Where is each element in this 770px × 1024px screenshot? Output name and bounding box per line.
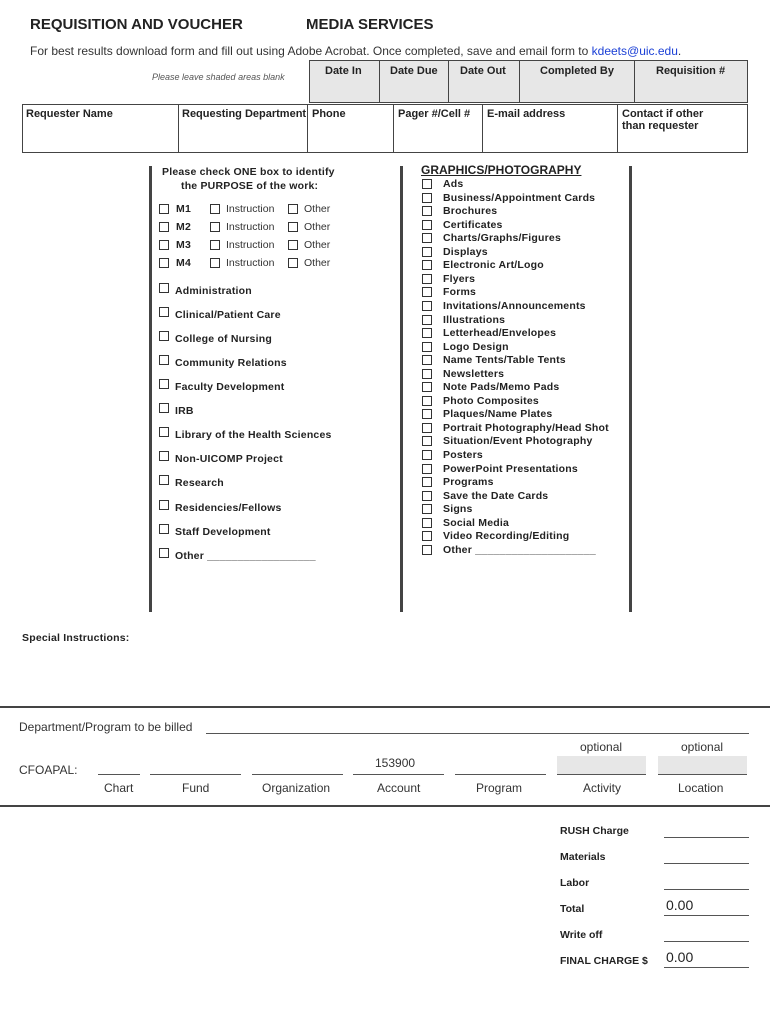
graphics-checkbox[interactable] xyxy=(422,260,432,270)
instruction-checkbox[interactable] xyxy=(210,222,220,232)
graphics-checkbox[interactable] xyxy=(422,287,432,297)
graphics-item-label: Save the Date Cards xyxy=(443,490,549,502)
form-title: REQUISITION AND VOUCHER xyxy=(30,16,243,33)
charge-label: RUSH Charge xyxy=(560,825,629,837)
location-optional-label: optional xyxy=(681,740,724,754)
graphics-checkbox[interactable] xyxy=(422,531,432,541)
purpose-item-label: Library of the Health Sciences xyxy=(175,429,332,441)
graphics-checkbox[interactable] xyxy=(422,464,432,474)
fund-column-label: Fund xyxy=(182,781,210,795)
graphics-checkbox[interactable] xyxy=(422,247,432,257)
graphics-item-label: Certificates xyxy=(443,219,503,231)
graphics-item-label: Programs xyxy=(443,476,494,488)
graphics-checkbox[interactable] xyxy=(422,491,432,501)
graphics-checkbox[interactable] xyxy=(422,382,432,392)
other-label: Other xyxy=(304,221,331,233)
purpose-item-label: Staff Development xyxy=(175,526,271,538)
charge-label: Write off xyxy=(560,929,603,941)
charge-field[interactable] xyxy=(664,889,749,890)
instruction-label: Instruction xyxy=(226,239,275,251)
organization-column-label: Organization xyxy=(262,781,331,795)
requisition-number-cell[interactable]: Requisition # xyxy=(656,65,726,77)
purpose-item-label: Residencies/Fellows xyxy=(175,502,282,514)
charge-value: 0.00 xyxy=(666,897,694,913)
billing-bottom-rule xyxy=(0,805,770,807)
instruction-checkbox[interactable] xyxy=(210,258,220,268)
charge-label: Total xyxy=(560,903,585,915)
purpose-checkbox[interactable] xyxy=(159,403,169,413)
instruction-label: Instruction xyxy=(226,221,275,233)
m-label: M1 xyxy=(176,203,191,215)
graphics-item-label: Forms xyxy=(443,286,477,298)
m-label: M4 xyxy=(176,257,191,269)
purpose-checkbox[interactable] xyxy=(159,283,169,293)
graphics-checkbox[interactable] xyxy=(422,233,432,243)
graphics-item-label: Signs xyxy=(443,503,473,515)
graphics-checkbox[interactable] xyxy=(422,328,432,338)
purpose-item-label: Faculty Development xyxy=(175,381,285,393)
purpose-item-label: Non-UICOMP Project xyxy=(175,453,283,465)
charge-label: FINAL CHARGE $ xyxy=(560,955,648,967)
m-label: M3 xyxy=(176,239,191,251)
graphics-item-label: Electronic Art/Logo xyxy=(443,259,544,271)
graphics-item-label: Flyers xyxy=(443,273,476,285)
purpose-item-label: College of Nursing xyxy=(175,333,272,345)
dept-billed-field[interactable] xyxy=(206,733,749,734)
chart-column-label: Chart xyxy=(104,781,134,795)
organization-field[interactable] xyxy=(252,774,343,775)
instruction-checkbox[interactable] xyxy=(210,204,220,214)
purpose-checkbox[interactable] xyxy=(159,475,169,485)
purpose-checkbox[interactable] xyxy=(159,548,169,558)
date-in-cell[interactable]: Date In xyxy=(325,65,362,77)
purpose-heading-1: Please check ONE box to identify xyxy=(162,166,335,178)
graphics-item-label: Situation/Event Photography xyxy=(443,435,593,447)
graphics-item-label: PowerPoint Presentations xyxy=(443,463,578,475)
other-label: Other xyxy=(304,203,331,215)
graphics-item-label: Logo Design xyxy=(443,341,509,353)
graphics-item-label: Note Pads/Memo Pads xyxy=(443,381,560,393)
graphics-checkbox[interactable] xyxy=(422,450,432,460)
other-label: Other xyxy=(304,257,331,269)
graphics-heading: GRAPHICS/PHOTOGRAPHY xyxy=(421,163,582,177)
instruction-checkbox[interactable] xyxy=(210,240,220,250)
purpose-checkbox[interactable] xyxy=(159,379,169,389)
purpose-right-rule xyxy=(400,166,403,612)
purpose-checkbox[interactable] xyxy=(159,500,169,510)
graphics-checkbox[interactable] xyxy=(422,396,432,406)
intro-sentence: For best results download form and fill out using Adobe Acrobat. Once completed, save and email form to xyxy=(30,44,589,58)
purpose-item-label: Administration xyxy=(175,285,252,297)
email-link[interactable]: kdeets@uic.edu xyxy=(591,44,678,58)
program-field[interactable] xyxy=(455,774,546,775)
account-column-label: Account xyxy=(377,781,421,795)
m-checkbox[interactable] xyxy=(159,222,169,232)
requester-name-cell[interactable]: Requester Name xyxy=(26,108,113,120)
graphics-item-label: Name Tents/Table Tents xyxy=(443,354,566,366)
purpose-checkbox[interactable] xyxy=(159,331,169,341)
graphics-right-rule xyxy=(629,166,632,612)
special-instructions-field[interactable] xyxy=(22,648,748,700)
activity-column-label: Activity xyxy=(583,781,622,795)
graphics-item-label: Displays xyxy=(443,246,488,258)
charge-field[interactable] xyxy=(664,863,749,864)
purpose-checkbox[interactable] xyxy=(159,307,169,317)
other-checkbox[interactable] xyxy=(288,204,298,214)
dept-billed-label: Department/Program to be billed xyxy=(19,720,193,734)
fund-field[interactable] xyxy=(150,774,241,775)
purpose-item-label: Other __________________ xyxy=(175,550,316,562)
graphics-checkbox[interactable] xyxy=(422,504,432,514)
charge-field[interactable] xyxy=(664,915,749,916)
contact-other-cell-line2: than requester xyxy=(622,120,699,132)
graphics-checkbox[interactable] xyxy=(422,220,432,230)
charge-label: Labor xyxy=(560,877,590,889)
purpose-checkbox[interactable] xyxy=(159,451,169,461)
date-out-cell[interactable]: Date Out xyxy=(460,65,506,77)
location-shading xyxy=(658,756,747,774)
graphics-checkbox[interactable] xyxy=(422,355,432,365)
billing-top-rule xyxy=(0,706,770,708)
m-checkbox[interactable] xyxy=(159,204,169,214)
graphics-item-label: Other ____________________ xyxy=(443,544,596,556)
graphics-item-label: Video Recording/Editing xyxy=(443,530,570,542)
graphics-checkbox[interactable] xyxy=(422,423,432,433)
cfoapal-label: CFOAPAL: xyxy=(19,763,78,777)
graphics-checkbox[interactable] xyxy=(422,315,432,325)
intro-end: . xyxy=(677,44,682,58)
graphics-checkbox[interactable] xyxy=(422,369,432,379)
graphics-item-label: Business/Appointment Cards xyxy=(443,192,596,204)
graphics-item-label: Posters xyxy=(443,449,483,461)
intro-text xyxy=(30,44,681,58)
program-column-label: Program xyxy=(476,781,523,795)
other-checkbox[interactable] xyxy=(288,222,298,232)
chart-field[interactable] xyxy=(98,774,140,775)
instruction-label: Instruction xyxy=(226,257,275,269)
graphics-checkbox[interactable] xyxy=(422,518,432,528)
account-field[interactable] xyxy=(353,774,444,775)
charge-field[interactable] xyxy=(664,967,749,968)
graphics-item-label: Illustrations xyxy=(443,314,506,326)
m-checkbox[interactable] xyxy=(159,258,169,268)
graphics-checkbox[interactable] xyxy=(422,301,432,311)
graphics-checkbox[interactable] xyxy=(422,436,432,446)
purpose-checkbox[interactable] xyxy=(159,524,169,534)
graphics-item-label: Newsletters xyxy=(443,368,505,380)
graphics-item-label: Invitations/Announcements xyxy=(443,300,586,312)
graphics-checkbox[interactable] xyxy=(422,545,432,555)
special-instructions-label: Special Instructions: xyxy=(22,632,130,644)
graphics-checkbox[interactable] xyxy=(422,274,432,284)
completed-by-cell[interactable]: Completed By xyxy=(540,65,614,77)
instruction-label: Instruction xyxy=(226,203,275,215)
date-due-cell[interactable]: Date Due xyxy=(390,65,438,77)
m-checkbox[interactable] xyxy=(159,240,169,250)
graphics-item-label: Social Media xyxy=(443,517,510,529)
purpose-item-label: IRB xyxy=(175,405,194,417)
shaded-note: Please leave shaded areas blank xyxy=(152,72,285,82)
email-address-cell[interactable]: E-mail address xyxy=(487,108,566,120)
phone-cell[interactable]: Phone xyxy=(312,108,346,120)
purpose-item-label: Clinical/Patient Care xyxy=(175,309,281,321)
purpose-item-label: Research xyxy=(175,477,224,489)
graphics-checkbox[interactable] xyxy=(422,179,432,189)
purpose-heading-2: the PURPOSE of the work: xyxy=(181,180,319,192)
other-checkbox[interactable] xyxy=(288,258,298,268)
graphics-item-label: Letterhead/Envelopes xyxy=(443,327,557,339)
location-column-label: Location xyxy=(678,781,724,795)
m-label: M2 xyxy=(176,221,191,233)
other-label: Other xyxy=(304,239,331,251)
graphics-item-label: Charts/Graphs/Figures xyxy=(443,232,561,244)
activity-optional-label: optional xyxy=(580,740,623,754)
department-title: MEDIA SERVICES xyxy=(306,16,434,33)
activity-field[interactable] xyxy=(557,774,646,775)
graphics-checkbox[interactable] xyxy=(422,409,432,419)
graphics-checkbox[interactable] xyxy=(422,206,432,216)
graphics-checkbox[interactable] xyxy=(422,193,432,203)
graphics-item-label: Photo Composites xyxy=(443,395,539,407)
graphics-item-label: Ads xyxy=(443,178,464,190)
activity-shading xyxy=(557,756,646,774)
charge-label: Materials xyxy=(560,851,606,863)
account-value: 153900 xyxy=(375,756,416,770)
contact-other-cell[interactable]: Contact if other xyxy=(622,108,704,120)
other-checkbox[interactable] xyxy=(288,240,298,250)
purpose-checkbox[interactable] xyxy=(159,355,169,365)
graphics-item-label: Portrait Photography/Head Shot xyxy=(443,422,609,434)
location-field[interactable] xyxy=(658,774,747,775)
purpose-item-label: Community Relations xyxy=(175,357,287,369)
charge-value: 0.00 xyxy=(666,949,694,965)
graphics-checkbox[interactable] xyxy=(422,477,432,487)
requesting-department-cell[interactable]: Requesting Department xyxy=(182,108,307,120)
purpose-checkbox[interactable] xyxy=(159,427,169,437)
pager-cell[interactable]: Pager #/Cell # xyxy=(398,108,471,120)
charge-field[interactable] xyxy=(664,941,749,942)
graphics-item-label: Plaques/Name Plates xyxy=(443,408,553,420)
graphics-item-label: Brochures xyxy=(443,205,498,217)
graphics-checkbox[interactable] xyxy=(422,342,432,352)
purpose-left-rule xyxy=(149,166,152,612)
charge-field[interactable] xyxy=(664,837,749,838)
